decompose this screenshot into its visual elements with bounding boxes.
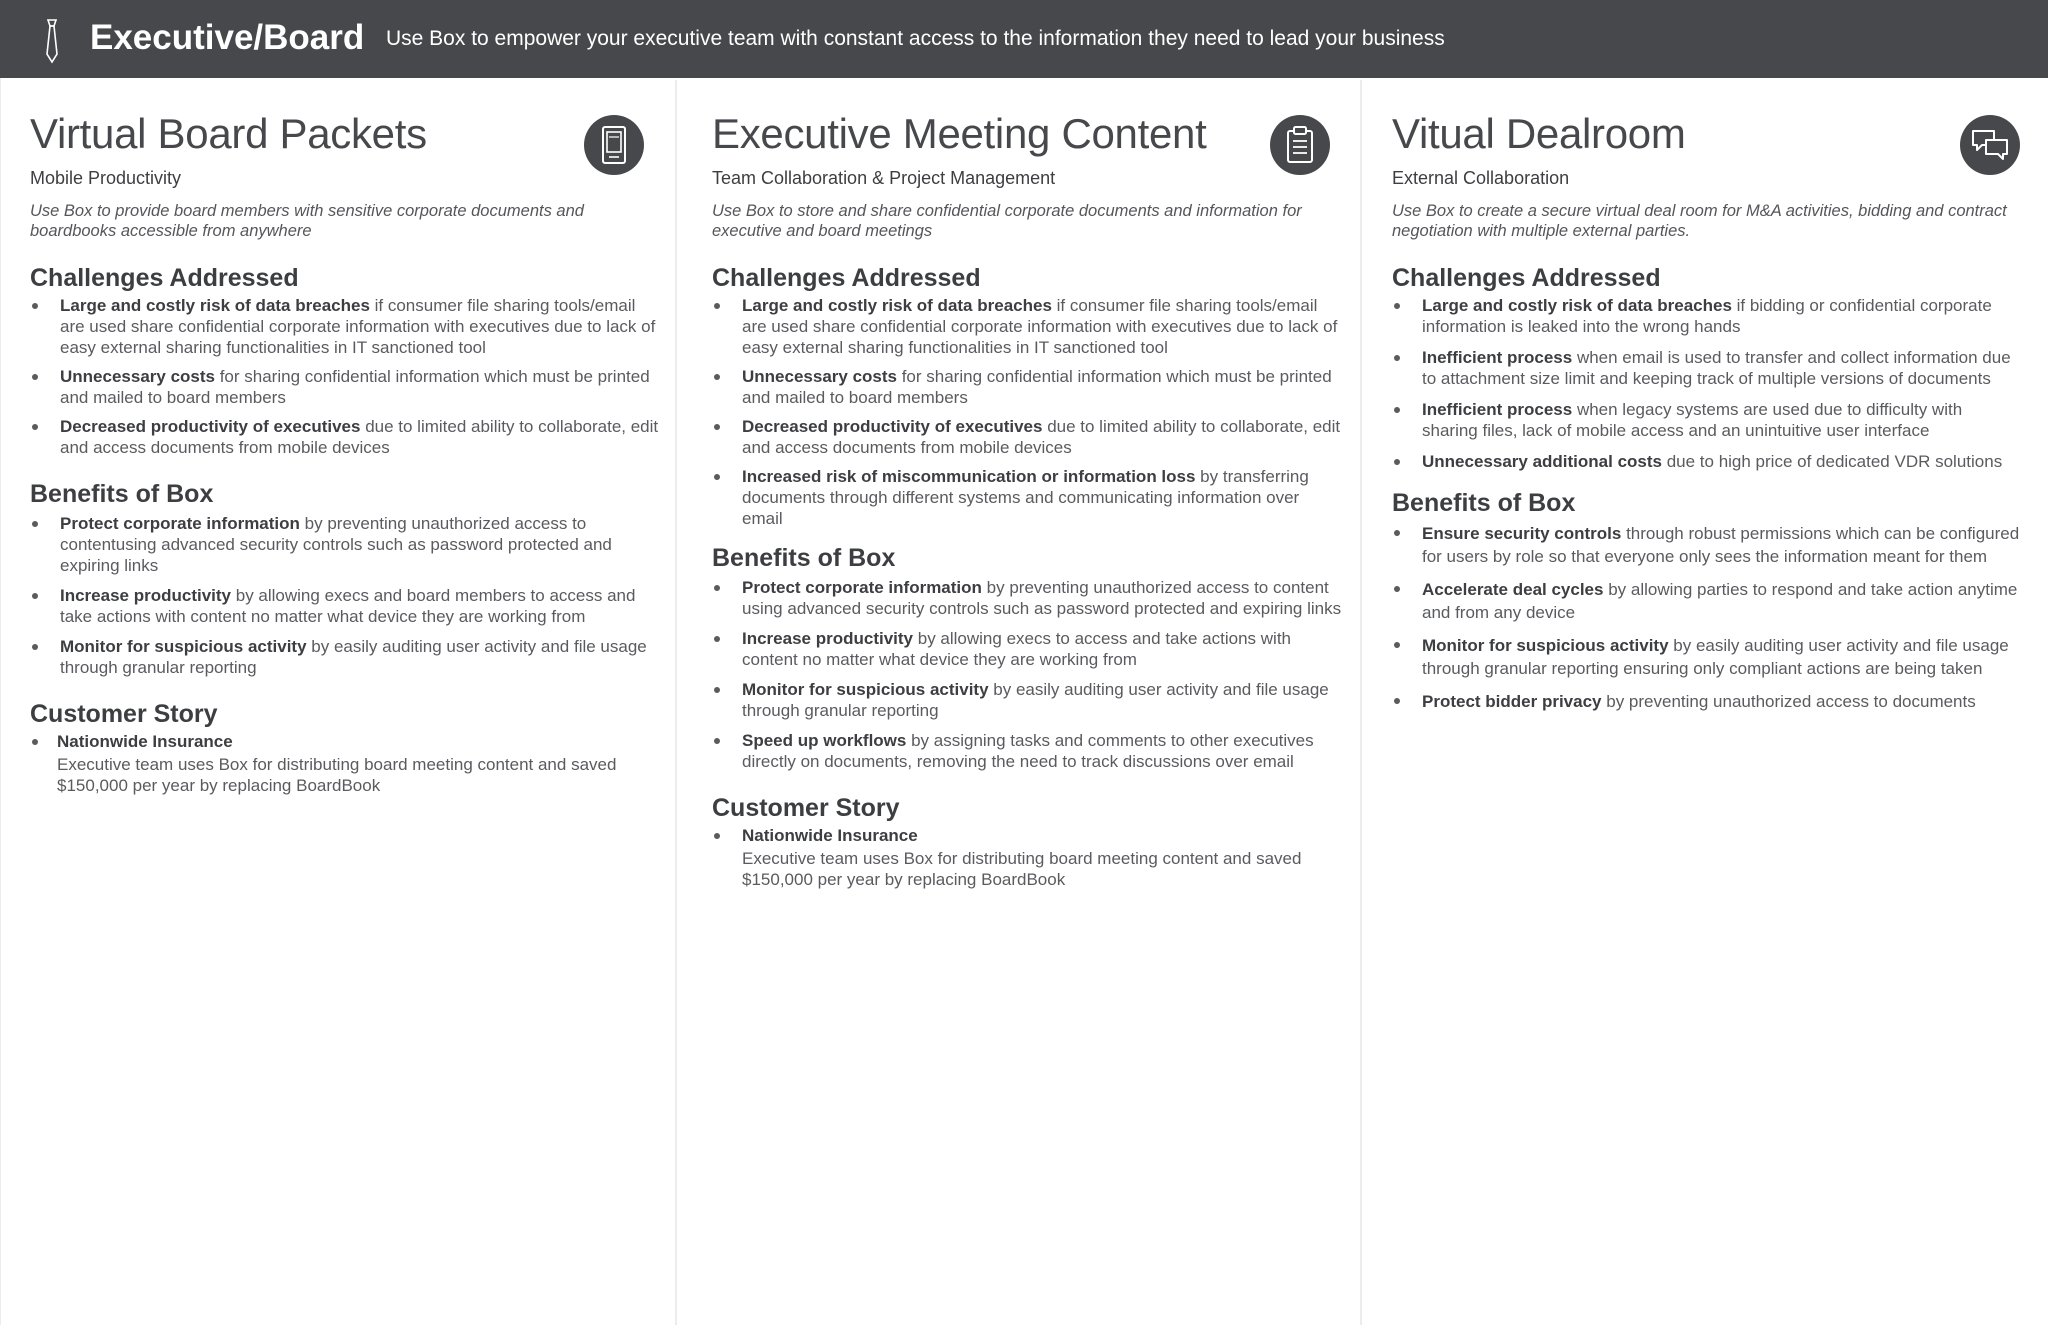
list-item — [30, 731, 660, 796]
benefits-heading: Benefits of Box — [712, 544, 896, 572]
list-item: Inefficient process when email is used to transfer and collect information due to attachment size limit and keeping track of multiple versions of documents — [1392, 347, 2022, 389]
list-item: Protect bidder privacy by preventing unauthorized access to documents — [1392, 690, 2022, 713]
list-item: Unnecessary costs for sharing confidential information which must be printed and mailed to board members — [30, 366, 660, 408]
list-item: Decreased productivity of executives due to limited ability to collaborate, edit and access documents from mobile devices — [30, 416, 660, 458]
list-item: Unnecessary costs for sharing confidential information which must be printed and mailed to board members — [712, 366, 1342, 408]
column-description: Use Box to create a secure virtual deal room for M&A activities, bidding and contract negotiation with multiple external parties. — [1392, 202, 2007, 240]
column-subtitle: Mobile Productivity — [30, 168, 182, 188]
clipboard-icon — [1270, 115, 1330, 175]
customer-story-heading: Customer Story — [30, 700, 218, 728]
column-subtitle: Team Collaboration & Project Management — [712, 168, 1056, 188]
tablet-icon — [584, 115, 644, 175]
challenges-heading: Challenges Addressed — [712, 264, 981, 292]
list-item: Large and costly risk of data breaches if consumer file sharing tools/email are used share confidential corporate information with executives due to lack of easy external sharing functionalities in IT sanctioned tool — [712, 295, 1342, 358]
column-divider — [1360, 80, 1362, 1325]
customer-story-heading: Customer Story — [712, 794, 900, 822]
list-item — [712, 825, 1342, 890]
challenges-list — [712, 295, 1342, 529]
page-title: Executive/Board — [90, 18, 365, 57]
list-item: Inefficient process when legacy systems are used due to difficulty with sharing files, lack of mobile access and an unintuitive user interface — [1392, 399, 2022, 441]
necktie-icon — [40, 18, 64, 64]
customer-name: Nationwide Insurance — [742, 826, 918, 845]
benefits-list — [1392, 522, 2022, 713]
column-virtual-board-packets — [30, 108, 660, 796]
list-item: Large and costly risk of data breaches if consumer file sharing tools/email are used share confidential corporate information with executives due to lack of easy external sharing functionalities in IT sanctioned tool — [30, 295, 660, 358]
column-title: Virtual Board Packets — [30, 110, 427, 157]
list-item: Unnecessary additional costs due to high price of dedicated VDR solutions — [1392, 451, 2022, 472]
customer-story-text: Executive team uses Box for distributing board meeting content and saved $150,000 per year by replacing BoardBook — [742, 849, 1302, 889]
challenges-heading: Challenges Addressed — [30, 264, 299, 292]
challenges-heading: Challenges Addressed — [1392, 264, 1661, 292]
column-title: Vitual Dealroom — [1392, 110, 1686, 157]
list-item: Decreased productivity of executives due to limited ability to collaborate, edit and access documents from mobile devices — [712, 416, 1342, 458]
column-title: Executive Meeting Content — [712, 110, 1207, 157]
list-item: Speed up workflows by assigning tasks and comments to other executives directly on documents, removing the need to track discussions over email — [712, 730, 1342, 772]
list-item: Ensure security controls through robust permissions which can be configured for users by role so that everyone only sees the information meant for them — [1392, 522, 2022, 568]
list-item: Protect corporate information by preventing unauthorized access to content using advanced security controls such as password protected and expiring links — [712, 577, 1342, 619]
page-tagline: Use Box to empower your executive team with constant access to the information they need to lead your business — [386, 27, 1445, 50]
benefits-heading: Benefits of Box — [30, 480, 214, 508]
customer-story-list — [30, 731, 660, 796]
customer-story-text: Executive team uses Box for distributing board meeting content and saved $150,000 per year by replacing BoardBook — [57, 755, 617, 795]
list-item: Large and costly risk of data breaches if bidding or confidential corporate information is leaked into the wrong hands — [1392, 295, 2022, 337]
column-executive-meeting-content — [712, 108, 1342, 890]
column-subtitle: External Collaboration — [1392, 168, 1570, 188]
benefits-list — [30, 513, 660, 678]
list-item: Accelerate deal cycles by allowing parties to respond and take action anytime and from any device — [1392, 578, 2022, 624]
column-description: Use Box to store and share confidential corporate documents and information for executive and board meetings — [712, 202, 1302, 240]
customer-name: Nationwide Insurance — [57, 732, 233, 751]
column-virtual-dealroom — [1392, 108, 2022, 713]
challenges-list — [30, 295, 660, 458]
list-item: Increased risk of miscommunication or information loss by transferring documents through different systems and communicating information over email — [712, 466, 1342, 529]
list-item: Increase productivity by allowing execs and board members to access and take actions with content no matter what device they are working from — [30, 585, 660, 627]
customer-story-list — [712, 825, 1342, 890]
benefits-list — [712, 577, 1342, 772]
benefits-heading: Benefits of Box — [1392, 489, 1576, 517]
chat-bubbles-icon — [1960, 115, 2020, 175]
list-item: Increase productivity by allowing execs to access and take actions with content no matter what device they are working from — [712, 628, 1342, 670]
list-item: Monitor for suspicious activity by easily auditing user activity and file usage through granular reporting — [712, 679, 1342, 721]
list-item: Protect corporate information by preventing unauthorized access to contentusing advanced security controls such as password protected and expiring links — [30, 513, 660, 576]
column-description: Use Box to provide board members with sensitive corporate documents and boardbooks accessible from anywhere — [30, 202, 584, 240]
page-border — [0, 78, 1, 1325]
list-item: Monitor for suspicious activity by easily auditing user activity and file usage through granular reporting ensuring only compliant actions are being taken — [1392, 634, 2022, 680]
list-item: Monitor for suspicious activity by easily auditing user activity and file usage through granular reporting — [30, 636, 660, 678]
challenges-list — [1392, 295, 2022, 472]
header-bar — [0, 0, 2048, 78]
column-divider — [675, 80, 677, 1325]
